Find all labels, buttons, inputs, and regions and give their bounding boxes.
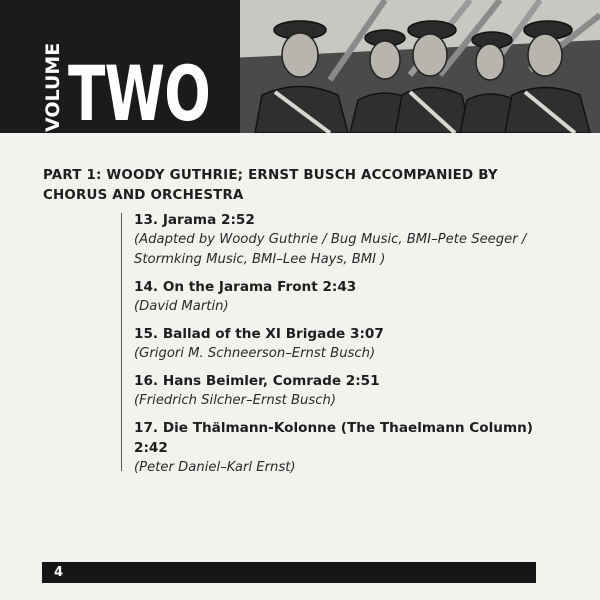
track-title: 15. Ballad of the XI Brigade 3:07 <box>134 326 384 342</box>
track-item <box>134 371 534 411</box>
track-title: 16. Hans Beimler, Comrade 2:51 <box>134 373 380 389</box>
track-title: 17. Die Thälmann-Kolonne (The Thaelmann Column) 2:42 <box>134 420 534 456</box>
volume-label: VOLUME <box>42 42 64 132</box>
page-number: 4 <box>54 565 64 580</box>
track-credit: (Adapted by Woody Guthrie / Bug Music, BMI–Pete Seeger / Stormking Music, BMI–Lee Hays, BMI ) <box>134 232 527 267</box>
track-item <box>134 277 534 317</box>
header-banner <box>0 0 600 133</box>
track-list <box>134 210 534 485</box>
track-title: 14. On the Jarama Front 2:43 <box>134 279 357 295</box>
track-item <box>134 210 534 270</box>
track-title: 13. Jarama 2:52 <box>134 212 255 228</box>
track-credit: (Peter Daniel–Karl Ernst) <box>134 460 296 475</box>
volume-number: TWO <box>68 49 211 133</box>
track-credit: (David Martin) <box>134 299 229 314</box>
footer-bar <box>42 562 536 583</box>
part-heading: PART 1: WOODY GUTHRIE; ERNST BUSCH ACCOMPANIED BY CHORUS AND ORCHESTRA <box>43 168 498 203</box>
track-credit: (Grigori M. Schneerson–Ernst Busch) <box>134 346 376 361</box>
track-item <box>134 324 534 364</box>
track-divider <box>121 213 122 471</box>
track-item <box>134 418 534 478</box>
track-credit: (Friedrich Silcher–Ernst Busch) <box>134 393 336 408</box>
